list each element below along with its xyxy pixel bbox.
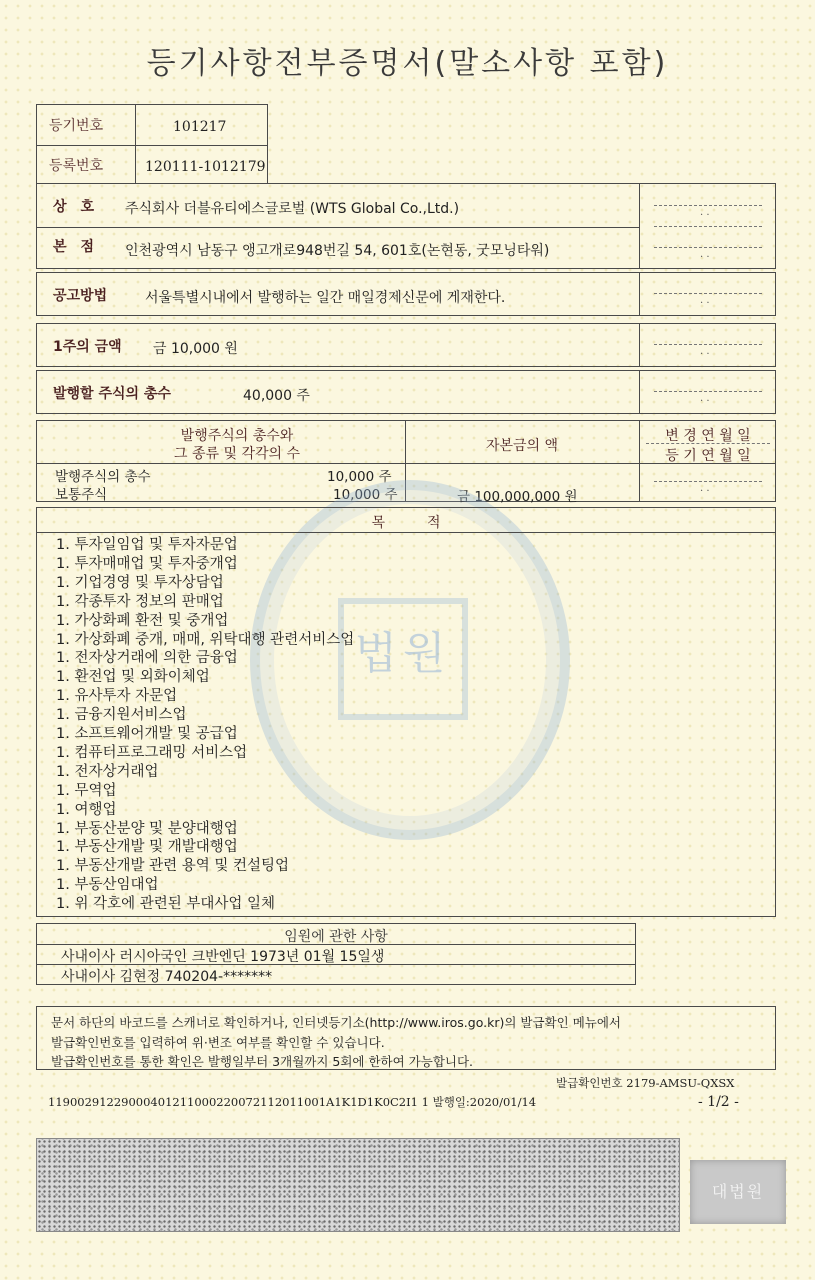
- purpose-item: 1. 금융지원서비스업: [56, 707, 187, 724]
- issue-confirm-number: 발급확인번호 2179-AMSU-QXSX: [556, 1076, 735, 1090]
- issued-header-line2: 그 종류 및 각각의 수: [174, 446, 300, 462]
- purpose-item: 1. 기업경영 및 투자상담업: [56, 574, 224, 591]
- company-box: 상 호 주식회사 더블유티에스글로벌 (WTS Global Co.,Ltd.) 본 점 인천광역시 남동구 앵고개로948번길 54, 601호(논현동, 굿모닝타워) . . . .: [36, 183, 776, 269]
- notice-line-3: 발급확인번호를 통한 확인은 발행일부터 3개월까지 5회에 한하여 가능합니다.: [51, 1054, 474, 1069]
- officer-row-2: 사내이사 김현정 740204-*******: [61, 969, 273, 985]
- common-shares-label: 보통주식: [55, 487, 108, 503]
- serial-and-issue-date: 11900291229000401211000220072112011001A1K1D1K0C2I1 1 발행일:2020/01/14: [48, 1095, 537, 1109]
- company-name-value: 주식회사 더블유티에스글로벌 (WTS Global Co.,Ltd.): [125, 201, 460, 217]
- capital-value: 금 100,000,000 원: [457, 489, 578, 505]
- registry-date-header: 등 기 연 월 일: [665, 448, 751, 464]
- purpose-item: 1. 투자일임업 및 투자자문업: [56, 537, 238, 553]
- reg-no-label: 등기번호: [49, 118, 104, 134]
- notice-method-box: 공고방법 서울특별시내에서 발행하는 일간 매일경제신문에 게재한다. . .: [36, 272, 776, 316]
- purpose-item: 1. 투자매매업 및 투자중개업: [56, 555, 238, 572]
- purpose-item: 1. 가상화폐 중개, 매매, 위탁대행 관련서비스업: [56, 631, 355, 648]
- share-value-box: 1주의 금액 금 10,000 원 . .: [36, 323, 776, 367]
- verification-notice-box: [36, 1006, 776, 1070]
- authorized-shares-box: 발행할 주식의 총수 40,000 주 . .: [36, 370, 776, 414]
- reg-no-value: 101217: [173, 119, 227, 135]
- corp-no-label: 등록번호: [49, 158, 104, 174]
- purpose-item: 1. 부동산임대업: [56, 877, 159, 894]
- purpose-item: 1. 부동산분양 및 분양대행업: [56, 820, 238, 837]
- share-value-label: 1주의 금액: [53, 339, 122, 355]
- company-name-label: 상 호: [53, 199, 95, 215]
- notice-line-2: 발급확인번호를 입력하여 위·변조 여부를 확인할 수 있습니다.: [51, 1035, 385, 1050]
- purpose-item: 1. 부동산개발 관련 용역 및 컨설팅업: [56, 858, 289, 875]
- purpose-item: 1. 환전업 및 외화이체업: [56, 669, 210, 686]
- authorized-shares-value: 40,000 주: [243, 388, 310, 404]
- officers-box: [36, 923, 636, 985]
- purpose-item: 1. 위 각호에 관련된 부대사업 일체: [56, 896, 275, 913]
- registration-box: [36, 104, 268, 184]
- purpose-item: 1. 여행업: [56, 801, 117, 818]
- issued-shares-box: 발행주식의 총수와 그 종류 및 각각의 수 자본금의 액 변 경 연 월 일 등 기 연 월 일 . . 발행주식의 총수 10,000 주 보통주식 10,000 주 금 100,000,000 원: [36, 420, 776, 502]
- purpose-item: 1. 전자상거래에 의한 금융업: [56, 650, 238, 667]
- issued-total-label: 발행주식의 총수: [55, 469, 151, 485]
- change-date-header: 변 경 연 월 일: [665, 428, 751, 444]
- court-stamp: 대법원: [690, 1160, 786, 1224]
- purpose-header: 목 적: [371, 515, 441, 531]
- notice-method-value: 서울특별시내에서 발행하는 일간 매일경제신문에 게재한다.: [145, 290, 506, 306]
- purpose-item: 1. 전자상거래업: [56, 763, 159, 780]
- court-seal-text: 법원: [338, 598, 468, 720]
- common-shares-value: 10,000 주: [333, 487, 398, 503]
- officers-header: 임원에 관한 사항: [284, 929, 388, 945]
- document-title: 등기사항전부증명서(말소사항 포함): [146, 46, 669, 81]
- capital-header: 자본금의 액: [485, 438, 559, 454]
- purpose-item: 1. 무역업: [56, 782, 117, 799]
- purpose-item: 1. 컴퓨터프로그래밍 서비스업: [56, 744, 248, 761]
- purpose-item: 1. 각종투자 정보의 판매업: [56, 593, 224, 610]
- officer-row-1: 사내이사 러시아국인 크반엔딘 1973년 01월 15일생: [61, 949, 385, 965]
- issued-total-value: 10,000 주: [327, 469, 392, 485]
- notice-line-1: 문서 하단의 바코드를 스캐너로 확인하거나, 인터넷등기소(http://www.iros.go.kr)의 발급확인 메뉴에서: [51, 1015, 621, 1030]
- purpose-item: 1. 가상화폐 환전 및 중개업: [56, 612, 229, 629]
- page-number: - 1/2 -: [698, 1094, 739, 1110]
- purpose-item: 1. 부동산개발 및 개발대행업: [56, 839, 238, 856]
- corp-no-value: 120111-1012179: [145, 159, 266, 175]
- authorized-shares-label: 발행할 주식의 총수: [53, 386, 171, 402]
- 2d-barcode: [36, 1138, 680, 1232]
- purpose-item: 1. 소프트웨어개발 및 공급업: [56, 726, 238, 742]
- head-office-value: 인천광역시 남동구 앵고개로948번길 54, 601호(논현동, 굿모닝타워): [125, 243, 550, 259]
- share-value-value: 금 10,000 원: [153, 341, 238, 357]
- head-office-label: 본 점: [53, 239, 95, 255]
- issued-header-line1: 발행주식의 총수와: [180, 428, 294, 444]
- purpose-item: 1. 유사투자 자문업: [56, 688, 178, 705]
- notice-method-label: 공고방법: [53, 288, 108, 304]
